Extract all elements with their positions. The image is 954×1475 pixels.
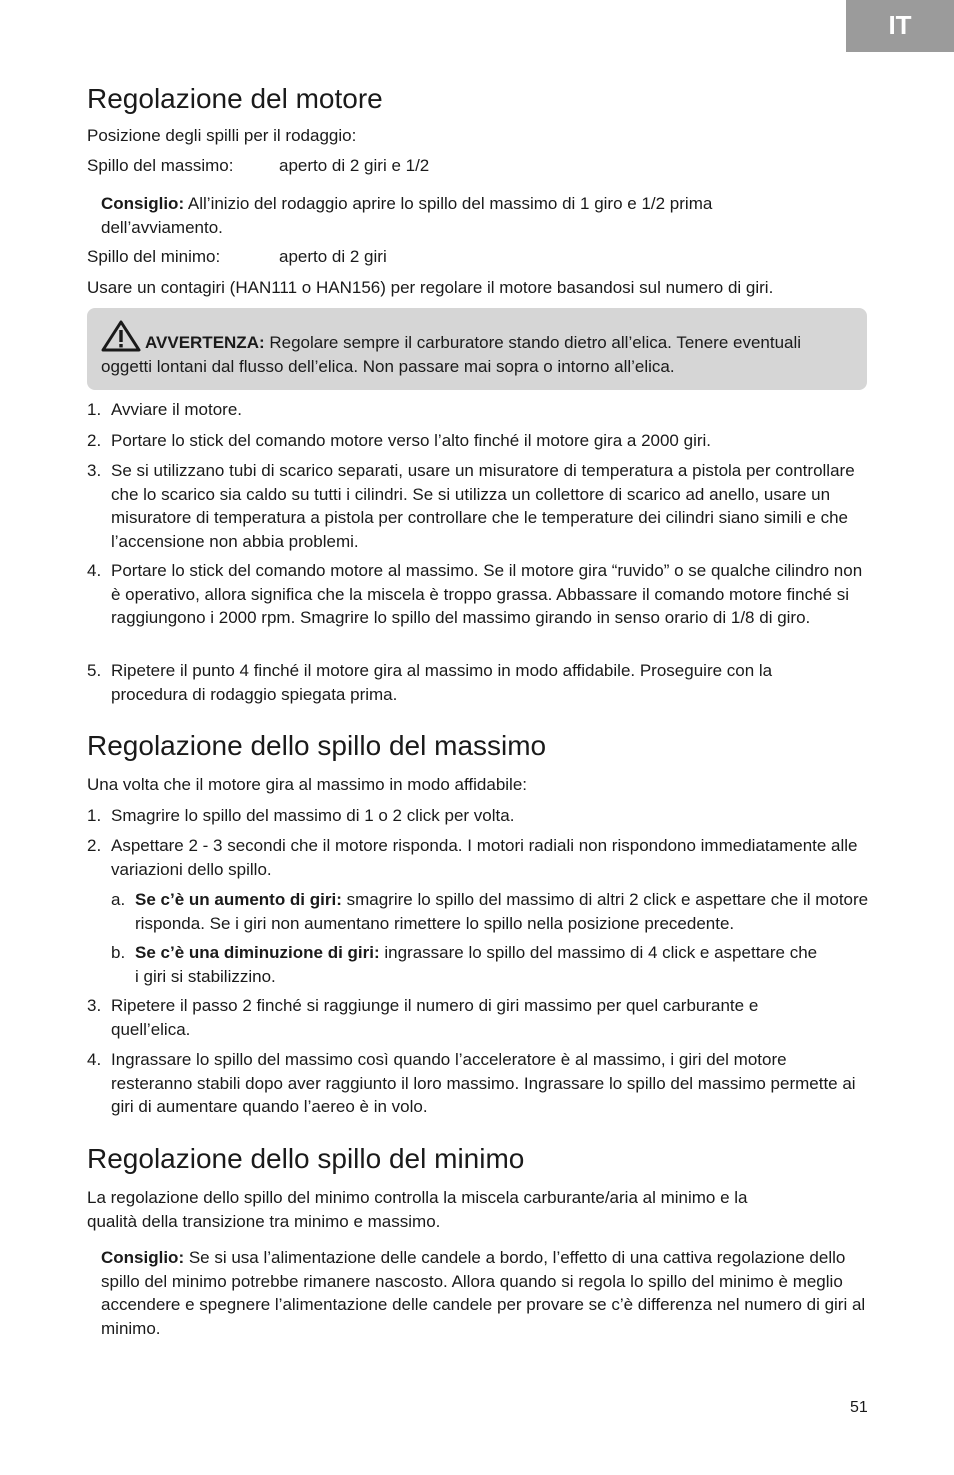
tip-box-2 <box>87 1246 872 1340</box>
list-number: 5. <box>87 661 102 680</box>
list-number: 1. <box>87 400 102 419</box>
list-number: 4. <box>87 561 102 580</box>
low-needle-label: Spillo del minimo: <box>87 247 221 266</box>
sub-list-label: Se c’è una diminuzione di giri: <box>135 943 380 962</box>
list-item <box>87 804 872 828</box>
warning-text: Regolare sempre il carburatore stando dietro all’elica. Tenere eventuali oggetti lontani dal flusso dell’elica. Non passare mai sopra o intorno all’elica. <box>101 333 802 376</box>
language-tab: IT <box>846 0 954 52</box>
section-title-low-needle: Regolazione dello spillo del minimo <box>87 1143 525 1174</box>
high-needle-label: Spillo del massimo: <box>87 156 234 175</box>
sub-list-label: Se c’è un aumento di giri: <box>135 890 342 909</box>
list-text: Se si utilizzano tubi di scarico separati, usare un misuratore di temperatura a pistola per controllare che lo scarico sia caldo su tutti i cilindri. Se si utilizza un collettore di scarico ad anello, usare un misuratore di temperatura a pistola per controllare che le temperature dei cilindri siano simili e che l’accensione non abbia problemi. <box>111 461 855 551</box>
list-item <box>87 1048 872 1119</box>
list-number: 4. <box>87 1050 102 1069</box>
sub-list-letter: a. <box>111 890 126 909</box>
break-in-intro: Posizione degli spilli per il rodaggio: <box>87 126 357 145</box>
list-number: 3. <box>87 461 102 480</box>
sub-list-letter: b. <box>111 943 126 962</box>
list-text: Ingrassare lo spillo del massimo così quando l’acceleratore è al massimo, i giri del motore resteranno stabili dopo aver raggiunto il loro massimo. Ingrassare lo spillo del massimo permette ai giri di aumentare quando l’aereo è in volo. <box>111 1050 856 1116</box>
section-title-high-needle: Regolazione dello spillo del massimo <box>87 730 547 761</box>
list-item <box>87 559 872 630</box>
list-number: 2. <box>87 431 102 450</box>
page-number: 51 <box>850 1399 868 1416</box>
list-text: Aspettare 2 - 3 secondi che il motore risponda. I motori radiali non rispondono immediatamente alle variazioni dello spillo. <box>111 836 858 879</box>
section-title-engine-adjustment: Regolazione del motore <box>87 83 383 114</box>
sub-list-text: ingrassare lo spillo del massimo di 4 click e aspettare che i giri si stabilizzino. <box>135 943 818 986</box>
list-number: 3. <box>87 996 102 1015</box>
list-text: Portare lo stick del comando motore al massimo. Se il motore gira “ruvido” o se qualche cilindro non è operativo, allora significa che la miscela è troppo grassa. Abbassare il comando motore finché si raggiungono i 2000 rpm. Smagrire lo spillo del massimo girando in senso orario di 1/8 di giro. <box>111 561 863 627</box>
tip-text: All’inizio del rodaggio aprire lo spillo del massimo di 1 giro e 1/2 prima dell’avviamento. <box>101 194 713 237</box>
list-item <box>87 429 872 453</box>
list-text: Portare lo stick del comando motore verso l’alto finché il motore gira a 2000 giri. <box>111 431 712 450</box>
low-needle-value: aperto di 2 giri <box>279 247 387 266</box>
tip-label: Consiglio: <box>101 1248 185 1267</box>
list-item <box>87 834 872 881</box>
sub-list-item <box>111 941 825 988</box>
warning-box <box>87 308 867 390</box>
list-number: 2. <box>87 836 102 855</box>
tip-box-1 <box>87 192 791 239</box>
list-text: Ripetere il passo 2 finché si raggiunge il numero di giri massimo per quel carburante e quell’elica. <box>111 996 759 1039</box>
list-text: Ripetere il punto 4 finché il motore gira al massimo in modo affidabile. Proseguire con la procedura di rodaggio spiegata prima. <box>111 661 773 704</box>
list-item <box>87 994 821 1041</box>
high-needle-value: aperto di 2 giri e 1/2 <box>279 156 430 175</box>
warning-icon <box>101 320 141 350</box>
list-number: 1. <box>87 806 102 825</box>
list-item <box>87 659 811 706</box>
sub-list-item <box>111 888 872 935</box>
sub-list-text: smagrire lo spillo del massimo di altri 2 click e aspettare che il motore risponda. Se i giri non aumentano rimettere lo spillo nella posizione precedente. <box>135 890 869 933</box>
warning-label: AVVERTENZA: <box>145 333 265 352</box>
tip-text: Se si usa l’alimentazione delle candele a bordo, l’effetto di una cattiva regolazione dello spillo del minimo potrebbe rimanere nascosto. Allora quando si regola lo spillo del minimo è meglio accendere e spegnere l’alimentazione delle candele per provare se c’è differenza nel numero di giri al minimo. <box>101 1248 866 1338</box>
list-text: Smagrire lo spillo del massimo di 1 o 2 click per volta. <box>111 806 515 825</box>
list-item <box>87 398 872 422</box>
high-needle-row <box>87 154 429 178</box>
low-needle-row <box>87 245 387 269</box>
high-needle-intro: Una volta che il motore gira al massimo in modo affidabile: <box>87 775 528 794</box>
low-needle-intro: La regolazione dello spillo del minimo controlla la miscela carburante/aria al minimo e la qualità della transizione tra minimo e massimo. <box>87 1188 748 1231</box>
tachometer-note: Usare un contagiri (HAN111 o HAN156) per regolare il motore basandosi sul numero di giri. <box>87 278 774 297</box>
list-item <box>87 459 872 553</box>
tip-label: Consiglio: <box>101 194 185 213</box>
list-text: Avviare il motore. <box>111 400 243 419</box>
